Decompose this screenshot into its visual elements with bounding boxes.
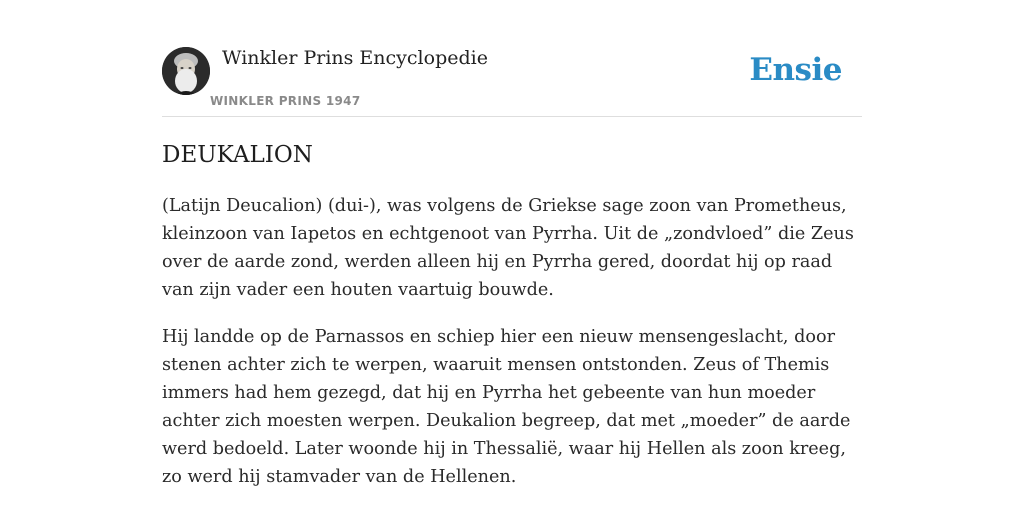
portrait-avatar-icon[interactable] <box>162 47 210 95</box>
brand-logo[interactable]: Ensie <box>749 52 842 88</box>
article-title: DEUKALION <box>162 142 313 168</box>
article-paragraph: (Latijn Deucalion) (dui-), was volgens de Griekse sage zoon van Prometheus, kleinzoon van Iapetos en echtgenoot van Pyrrha. Uit de „zondvloed” die Zeus over de aarde zond, werden alleen hij en Pyrrha gered, doordat hij op raad van zijn vader een houten vaartuig bouwde. <box>162 196 854 300</box>
article-body <box>162 192 862 510</box>
source-title[interactable]: Winkler Prins Encyclopedie <box>222 47 488 69</box>
article-paragraph: Hij landde op de Parnassos en schiep hier een nieuw mensengeslacht, door stenen achter zich te werpen, waaruit mensen ontstonden. Zeus of Themis immers had hem gezegd, dat hij en Pyrrha het gebeente van hun moeder achter zich moesten werpen. Deukalion begreep, dat met „moeder” de aarde werd bedoeld. Later woonde hij in Thessalië, waar hij Hellen als zoon kreeg, zo werd hij stamvader van de Hellenen. <box>162 327 851 487</box>
source-header <box>162 40 862 117</box>
source-subtitle: WINKLER PRINS 1947 <box>210 94 361 108</box>
